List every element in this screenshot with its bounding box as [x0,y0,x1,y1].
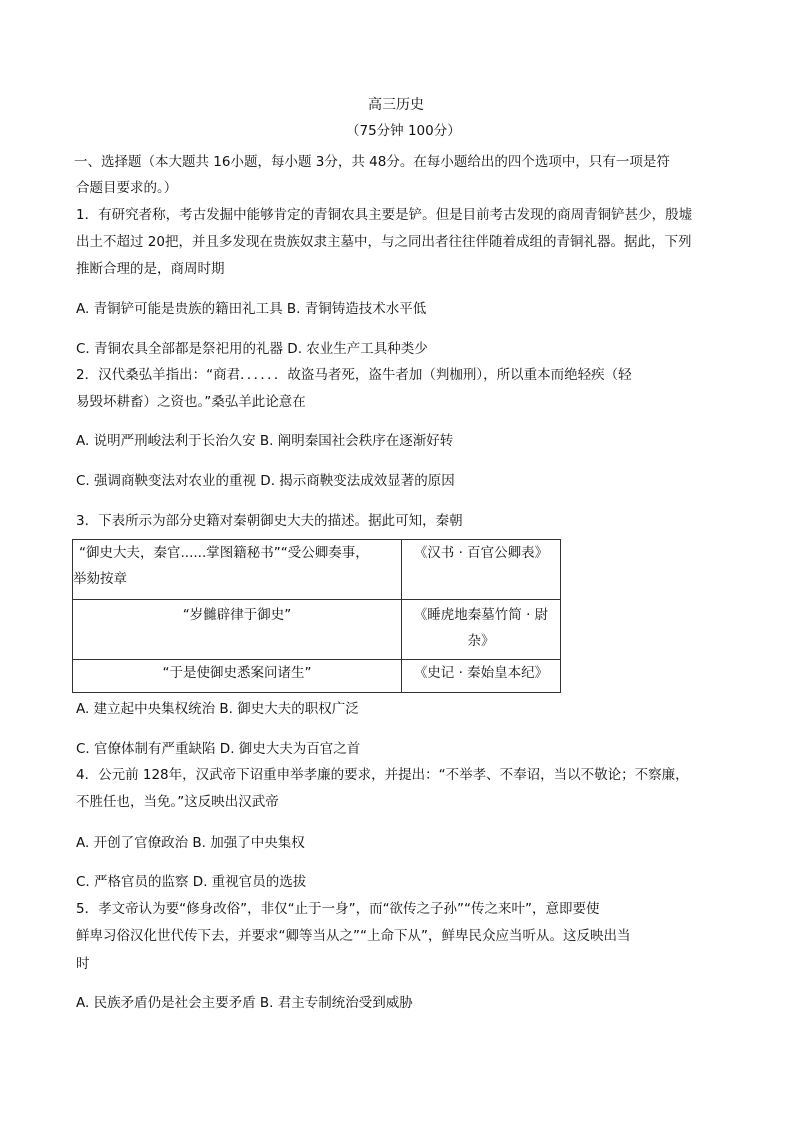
question-1-options-cd: C. 青铜农具全部都是祭祀用的礼器 D. 农业生产工具种类少 [76,341,428,357]
table-cell-source: 《汉书 · 百官公卿表》 [402,540,561,600]
question-4-options-cd: C. 严格官员的监察 D. 重视官员的选拔 [76,874,307,890]
question-2-line-2: 易毁坏耕畜）之资也。”桑弘羊此论意在 [76,394,306,410]
table-cell-source [402,600,561,660]
quote-text-line: “御史大夫，秦官......掌图籍秘书”“受公卿奏事， [79,545,369,561]
question-3-options-cd: C. 官僚体制有严重缺陷 D. 御史大夫为百官之首 [76,741,361,757]
table-cell-quote: “岁雠辟律于御史” [73,600,402,660]
question-5-line-1: 5．孝文帝认为要“修身改俗”，非仅“止于一身”，而“欲传之子孙”“传之来叶”，意即要使 [76,901,600,917]
section-instructions-line-2: 合题目要求的。） [76,180,178,196]
question-2-options-ab: A. 说明严刑峻法利于长治久安 B. 阐明秦国社会秩序在逐渐好转 [76,433,454,449]
question-5-line-3: 时 [76,956,90,972]
question-3-options-ab: A. 建立起中央集权统治 B. 御史大夫的职权广泛 [76,701,359,717]
question-1-line-3: 推断合理的是，商周时期 [76,261,225,277]
table-row [73,600,561,660]
source-text-line: 杂》 [467,633,495,649]
exam-title: 高三历史 [368,97,424,113]
table-cell-quote [73,540,402,600]
table-row [73,660,561,693]
question-5-line-2: 鲜卑习俗汉化世代传下去，并要求“卿等当从之”“上命下从”，鲜卑民众应当听从。这反映出当 [76,928,631,944]
question-4-line-1: 4．公元前 128年，汉武帝下诏重申举孝廉的要求，并提出：“不举孝、不奉诏，当以不敬论；不察廉， [76,767,689,783]
question-4-line-2: 不胜任也，当免。”这反映出汉武帝 [76,794,279,810]
table-row [73,540,561,600]
question-2-line-1: 2．汉代桑弘羊指出：“商君．．．．．．故盗马者死，盗牛者加（判枷刑），所以重本而绝轻疾（轻 [76,367,632,383]
question-1-options-ab: A. 青铜铲可能是贵族的籍田礼工具 B. 青铜铸造技术水平低 [76,301,427,317]
question-2-options-cd: C. 强调商鞅变法对农业的重视 D. 揭示商鞅变法成效显著的原因 [76,473,455,489]
question-3-line-1: 3．下表所示为部分史籍对秦朝御史大夫的描述。据此可知，秦朝 [76,513,463,529]
table-cell-quote: “于是使御史悉案问诸生” [73,660,402,693]
quote-text-line: 举劾按章 [73,571,127,587]
table-cell-source: 《史记 · 秦始皇本纪》 [402,660,561,693]
source-table [72,539,561,693]
section-instructions-line-1: 一、选择题（本大题共 16小题，每小题 3分，共 48分。在每小题给出的四个选项中，只有一项是符 [74,154,670,170]
question-1-line-1: 1．有研究者称，考古发掘中能够肯定的青铜农具主要是铲。但是目前考古发现的商周青铜铲甚少，殷墟 [76,207,693,223]
question-1-line-2: 出土不超过 20把，并且多发现在贵族奴隶主墓中，与之同出者往往伴随着成组的青铜礼器。据此，下列 [76,234,692,250]
question-4-options-ab: A. 开创了官僚政治 B. 加强了中央集权 [76,835,305,851]
exam-subtitle: （75分钟 100分） [346,123,461,139]
source-text-line: 《睡虎地秦墓竹简 · 尉 [413,607,549,623]
question-5-options-ab: A. 民族矛盾仍是社会主要矛盾 B. 君主专制统治受到威胁 [76,995,413,1011]
